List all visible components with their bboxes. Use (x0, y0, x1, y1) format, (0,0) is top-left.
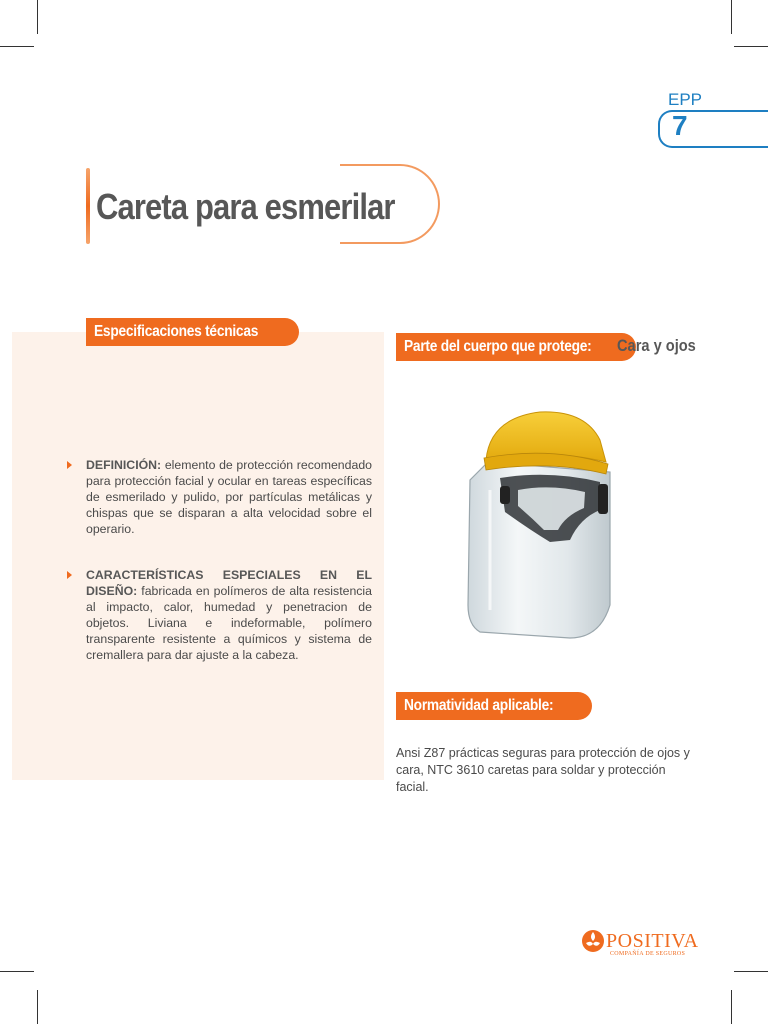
crop-mark (37, 0, 38, 34)
norms-text: Ansi Z87 prácticas seguras para protección de ojos y cara, NTC 3610 caretas para soldar y protección facial. (396, 746, 690, 794)
spec-item-text: elemento de protección recomendado para protección facial y ocular en tareas específicas de esmerilado y pulido, por partículas metálicas y chispas que se disparan a alta velocidad sobre el operario. (86, 458, 373, 536)
protection-heading: Parte del cuerpo que protege: (396, 333, 636, 361)
spec-item-design (76, 567, 372, 663)
bullet-arrow-icon (67, 461, 72, 469)
spec-item-label: DEFINICIÓN: (86, 458, 162, 472)
crop-mark (734, 46, 768, 47)
crop-mark (731, 990, 732, 1024)
crop-mark (734, 971, 768, 972)
positiva-logo (580, 924, 699, 964)
logo-name: POSITIVA (606, 930, 699, 952)
bullet-arrow-icon (67, 571, 72, 579)
epp-number: 7 (672, 110, 688, 141)
spec-item-definition (76, 457, 372, 537)
specs-heading: Especificaciones técnicas (86, 318, 299, 346)
page-title: Careta para esmerilar (96, 186, 395, 227)
logo-tagline: COMPAÑÍA DE SEGUROS (610, 951, 686, 957)
crop-mark (0, 971, 34, 972)
norms-heading: Normatividad aplicable: (396, 692, 592, 720)
logo-flower-icon (580, 926, 606, 956)
crop-mark (37, 990, 38, 1024)
spec-item-text: fabricada en polímeros de alta resistencia al impacto, calor, humedad y penetracion de objetos. Liviana e indeformable, polímero transparente resistente a químicos y sistema de cremallera para dar ajuste a la cabeza. (86, 584, 373, 662)
face-shield-image (460, 400, 630, 650)
spec-item-label: CARACTERÍSTICAS ESPECIALES EN EL DISEÑO: (86, 568, 372, 598)
epp-label: EPP (668, 90, 703, 109)
protection-value: Cara y ojos (617, 336, 696, 355)
specs-panel (12, 332, 384, 780)
title-accent-bar (86, 168, 90, 244)
crop-mark (731, 0, 732, 34)
crop-mark (0, 46, 34, 47)
